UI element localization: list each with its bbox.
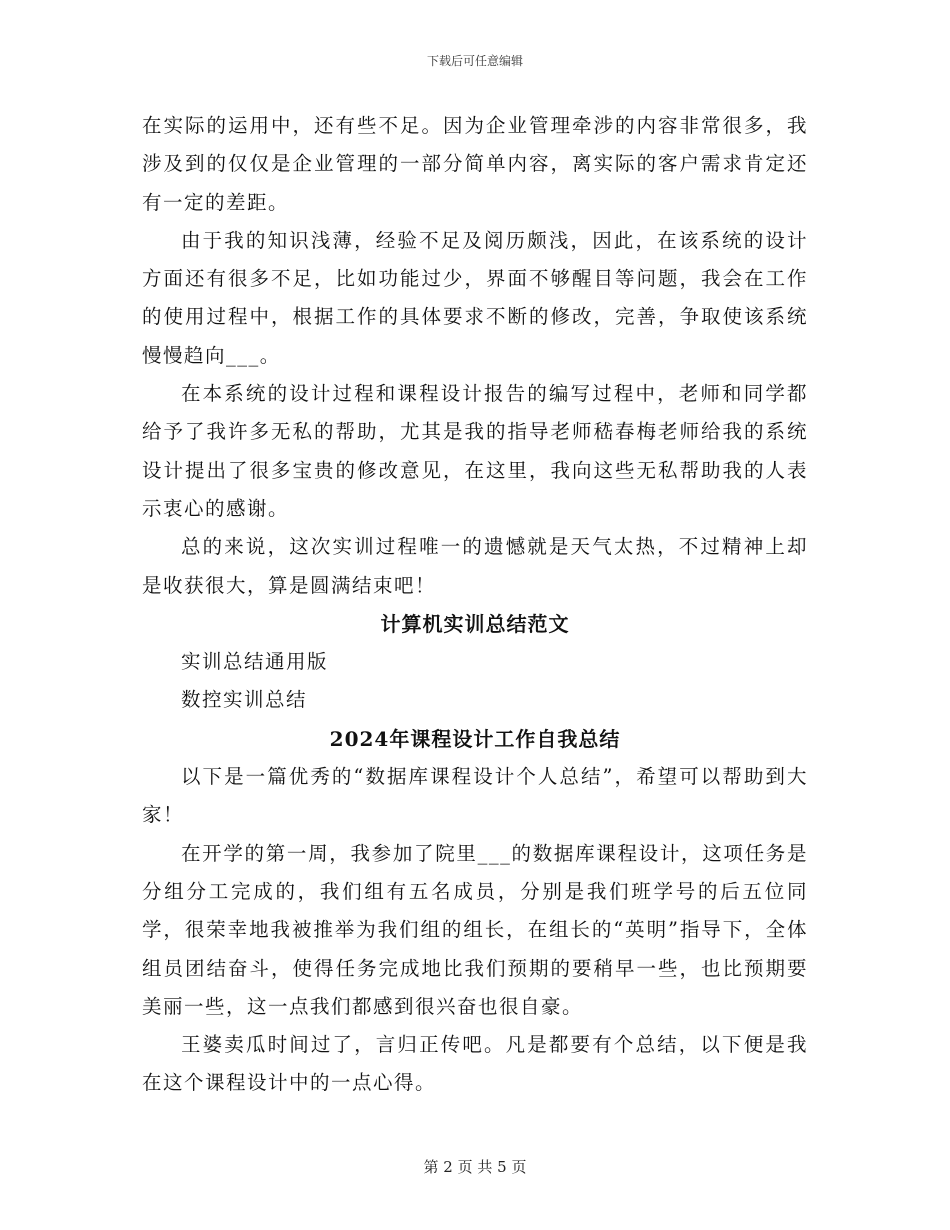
paragraph-1: 在实际的运用中，还有些不足。因为企业管理牵涉的内容非常很多，我涉及到的仅仅是企业管理的一部分简单内容，离实际的客户需求肯定还有一定的差距。 [142, 114, 808, 214]
paragraph-3: 在本系统的设计过程和课程设计报告的编写过程中，老师和同学都给予了我许多无私的帮助，尤其是我的指导老师嵇春梅老师给我的系统设计提出了很多宝贵的修改意见，在这里，我向这些无私帮助我的人表示衷心的感谢。 [142, 382, 808, 520]
paragraph-7: 王婆卖瓜时间过了，言归正传吧。凡是都要有个总结，以下便是我在这个课程设计中的一点心得。 [142, 1033, 808, 1095]
paragraph-4: 总的来说，这次实训过程唯一的遗憾就是天气太热，不过精神上却是收获很大，算是圆满结束吧！ [142, 535, 808, 597]
page-header: 下载后可任意编辑 [426, 54, 523, 68]
paragraph-2: 由于我的知识浅薄，经验不足及阅历颇浅，因此，在该系统的设计方面还有很多不足，比如功能过少，界面不够醒目等问题，我会在工作的使用过程中，根据工作的具体要求不断的修改，完善，争取使该系统慢慢趋向___。 [142, 228, 808, 367]
section-heading-2: 2024年课程设计工作自我总结 [329, 726, 621, 751]
related-link-1[interactable]: 实训总结通用版 [181, 650, 329, 674]
section-heading-1: 计算机实训总结范文 [380, 611, 570, 636]
paragraph-5: 以下是一篇优秀的“数据库课程设计个人总结”，希望可以帮助到大家！ [142, 765, 808, 827]
page-number: 第 2 页 共 5 页 [423, 1158, 527, 1176]
paragraph-6: 在开学的第一周，我参加了院里___的数据库课程设计，这项任务是分组分工完成的，我们组有五名成员，分别是我们班学号的后五位同学，很荣幸地我被推举为我们组的组长，在组长的“英明”指导下，全体组员团结奋斗，使得任务完成地比我们预期的要稍早一些，也比预期要美丽一些，这一点我们都感到很兴奋也很自豪。 [142, 841, 808, 1018]
document-body [142, 107, 808, 1103]
related-link-2[interactable]: 数控实训总结 [181, 688, 308, 712]
